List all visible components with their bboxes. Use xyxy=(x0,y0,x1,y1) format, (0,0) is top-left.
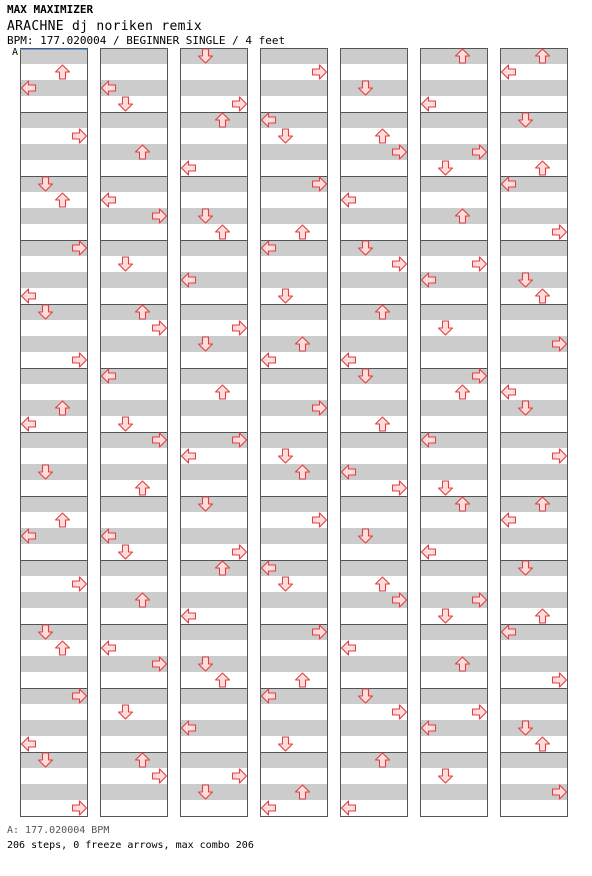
right-arrow-icon xyxy=(73,353,87,367)
beat-stripe xyxy=(20,336,88,352)
beat-stripe xyxy=(20,784,88,800)
right-arrow-icon xyxy=(313,513,327,527)
beat-stripe xyxy=(340,784,408,800)
down-arrow-icon xyxy=(439,481,453,495)
beat-stripe xyxy=(500,272,568,288)
beat-stripe xyxy=(180,304,248,320)
down-arrow-icon xyxy=(439,161,453,175)
beat-stripe xyxy=(340,208,408,224)
beat-stripe xyxy=(260,464,328,480)
beat-stripe xyxy=(420,624,488,640)
beat-stripe xyxy=(340,112,408,128)
beat-stripe xyxy=(100,336,168,352)
beat-stripe xyxy=(420,688,488,704)
beat-stripe xyxy=(180,496,248,512)
right-arrow-icon xyxy=(393,705,407,719)
down-arrow-icon xyxy=(119,545,133,559)
beat-stripe xyxy=(100,688,168,704)
beat-stripe xyxy=(180,400,248,416)
beat-stripe xyxy=(340,336,408,352)
bpm-change-line xyxy=(20,49,87,50)
right-arrow-icon xyxy=(553,225,567,239)
beat-stripe xyxy=(340,400,408,416)
beat-stripe xyxy=(340,560,408,576)
left-arrow-icon xyxy=(342,193,356,207)
beat-stripe xyxy=(500,432,568,448)
up-arrow-icon xyxy=(56,513,70,527)
left-arrow-icon xyxy=(22,289,36,303)
beat-stripe xyxy=(260,336,328,352)
down-arrow-icon xyxy=(119,705,133,719)
beat-stripe xyxy=(420,176,488,192)
beat-stripe xyxy=(500,720,568,736)
song-info: BPM: 177.020004 / BEGINNER SINGLE / 4 feet xyxy=(7,34,286,47)
beat-stripe xyxy=(260,272,328,288)
beat-stripe xyxy=(340,528,408,544)
beat-stripe xyxy=(20,464,88,480)
beat-stripe xyxy=(420,336,488,352)
beat-stripe xyxy=(180,624,248,640)
up-arrow-icon xyxy=(296,225,310,239)
beat-stripe xyxy=(20,496,88,512)
song-title: ARACHNE dj noriken remix xyxy=(7,19,203,34)
left-arrow-icon xyxy=(342,353,356,367)
bpm-marker: A xyxy=(12,47,19,58)
beat-stripe xyxy=(340,432,408,448)
beat-stripe xyxy=(500,592,568,608)
beat-stripe xyxy=(500,752,568,768)
chart-column-6 xyxy=(420,48,488,817)
up-arrow-icon xyxy=(56,193,70,207)
down-arrow-icon xyxy=(279,737,293,751)
beat-stripe xyxy=(20,208,88,224)
chart-column-2 xyxy=(100,48,168,817)
beat-stripe xyxy=(20,48,88,64)
beat-stripe xyxy=(340,176,408,192)
beat-stripe xyxy=(180,48,248,64)
right-arrow-icon xyxy=(313,65,327,79)
beat-stripe xyxy=(500,560,568,576)
right-arrow-icon xyxy=(393,257,407,271)
beat-stripe xyxy=(100,400,168,416)
game-title: MAX MAXIMIZER xyxy=(7,3,94,16)
beat-stripe xyxy=(420,240,488,256)
beat-stripe xyxy=(20,400,88,416)
beat-stripe xyxy=(100,48,168,64)
left-arrow-icon xyxy=(262,801,276,815)
beat-stripe xyxy=(180,144,248,160)
right-arrow-icon xyxy=(553,673,567,687)
up-arrow-icon xyxy=(56,65,70,79)
left-arrow-icon xyxy=(182,449,196,463)
beat-stripe xyxy=(420,112,488,128)
beat-stripe xyxy=(420,528,488,544)
beat-stripe xyxy=(20,624,88,640)
left-arrow-icon xyxy=(102,193,116,207)
beat-stripe xyxy=(260,144,328,160)
beat-stripe xyxy=(500,400,568,416)
left-arrow-icon xyxy=(422,545,436,559)
beat-stripe xyxy=(180,112,248,128)
down-arrow-icon xyxy=(119,257,133,271)
beat-stripe xyxy=(180,752,248,768)
beat-stripe xyxy=(500,688,568,704)
beat-stripe xyxy=(20,656,88,672)
up-arrow-icon xyxy=(536,161,550,175)
down-arrow-icon xyxy=(439,321,453,335)
left-arrow-icon xyxy=(102,641,116,655)
beat-stripe xyxy=(20,432,88,448)
beat-stripe xyxy=(420,208,488,224)
up-arrow-icon xyxy=(536,737,550,751)
beat-stripe xyxy=(20,752,88,768)
chart-column-5 xyxy=(340,48,408,817)
beat-stripe xyxy=(260,656,328,672)
beat-stripe xyxy=(100,592,168,608)
beat-stripe xyxy=(100,144,168,160)
right-arrow-icon xyxy=(233,545,247,559)
up-arrow-icon xyxy=(136,481,150,495)
beat-stripe xyxy=(20,720,88,736)
left-arrow-icon xyxy=(182,161,196,175)
down-arrow-icon xyxy=(279,449,293,463)
right-arrow-icon xyxy=(393,481,407,495)
beat-stripe xyxy=(100,272,168,288)
beat-stripe xyxy=(500,112,568,128)
left-arrow-icon xyxy=(22,737,36,751)
beat-stripe xyxy=(260,368,328,384)
right-arrow-icon xyxy=(473,705,487,719)
up-arrow-icon xyxy=(536,609,550,623)
up-arrow-icon xyxy=(376,129,390,143)
down-arrow-icon xyxy=(439,769,453,783)
beat-stripe xyxy=(340,240,408,256)
beat-stripe xyxy=(260,80,328,96)
left-arrow-icon xyxy=(422,97,436,111)
beat-stripe xyxy=(260,720,328,736)
beat-stripe xyxy=(340,48,408,64)
beat-stripe xyxy=(20,304,88,320)
beat-stripe xyxy=(420,80,488,96)
beat-stripe xyxy=(260,432,328,448)
left-arrow-icon xyxy=(342,641,356,655)
beat-stripe xyxy=(500,208,568,224)
beat-stripe xyxy=(180,176,248,192)
beat-stripe xyxy=(340,304,408,320)
right-arrow-icon xyxy=(233,321,247,335)
beat-stripe xyxy=(20,560,88,576)
beat-stripe xyxy=(340,688,408,704)
left-arrow-icon xyxy=(342,801,356,815)
down-arrow-icon xyxy=(279,129,293,143)
right-arrow-icon xyxy=(153,321,167,335)
beat-stripe xyxy=(100,752,168,768)
beat-stripe xyxy=(180,560,248,576)
left-arrow-icon xyxy=(502,65,516,79)
footer-stats: 206 steps, 0 freeze arrows, max combo 206 xyxy=(7,840,254,851)
left-arrow-icon xyxy=(502,385,516,399)
chart-column-1 xyxy=(20,48,88,817)
beat-stripe xyxy=(100,720,168,736)
down-arrow-icon xyxy=(119,417,133,431)
beat-stripe xyxy=(500,304,568,320)
beat-stripe xyxy=(100,624,168,640)
right-arrow-icon xyxy=(553,449,567,463)
footer-bpm: A: 177.020004 BPM xyxy=(7,825,110,836)
beat-stripe xyxy=(500,528,568,544)
beat-stripe xyxy=(100,560,168,576)
beat-stripe xyxy=(180,464,248,480)
beat-stripe xyxy=(500,496,568,512)
beat-stripe xyxy=(100,304,168,320)
right-arrow-icon xyxy=(73,129,87,143)
beat-stripe xyxy=(420,784,488,800)
down-arrow-icon xyxy=(279,577,293,591)
beat-stripe xyxy=(500,144,568,160)
beat-stripe xyxy=(180,656,248,672)
up-arrow-icon xyxy=(216,385,230,399)
beat-stripe xyxy=(20,272,88,288)
beat-stripe xyxy=(260,752,328,768)
beat-stripe xyxy=(260,304,328,320)
beat-stripe xyxy=(340,656,408,672)
left-arrow-icon xyxy=(502,513,516,527)
left-arrow-icon xyxy=(262,353,276,367)
beat-stripe xyxy=(100,176,168,192)
beat-stripe xyxy=(340,80,408,96)
beat-stripe xyxy=(180,208,248,224)
beat-stripe xyxy=(420,400,488,416)
left-arrow-icon xyxy=(182,609,196,623)
beat-stripe xyxy=(180,336,248,352)
beat-stripe xyxy=(340,624,408,640)
up-arrow-icon xyxy=(216,225,230,239)
right-arrow-icon xyxy=(473,257,487,271)
beat-stripe xyxy=(340,272,408,288)
beat-stripe xyxy=(100,464,168,480)
up-arrow-icon xyxy=(376,577,390,591)
beat-stripe xyxy=(260,592,328,608)
beat-stripe xyxy=(20,176,88,192)
beat-stripe xyxy=(260,208,328,224)
beat-stripe xyxy=(420,304,488,320)
beat-stripe xyxy=(180,80,248,96)
beat-stripe xyxy=(260,528,328,544)
beat-stripe xyxy=(20,144,88,160)
down-arrow-icon xyxy=(279,289,293,303)
beat-stripe xyxy=(340,720,408,736)
beat-stripe xyxy=(500,656,568,672)
beat-stripe xyxy=(420,560,488,576)
beat-stripe xyxy=(420,464,488,480)
beat-stripe xyxy=(180,368,248,384)
beat-stripe xyxy=(340,368,408,384)
beat-stripe xyxy=(500,80,568,96)
beat-stripe xyxy=(100,240,168,256)
beat-stripe xyxy=(260,784,328,800)
beat-stripe xyxy=(180,592,248,608)
up-arrow-icon xyxy=(296,673,310,687)
beat-stripe xyxy=(20,368,88,384)
beat-stripe xyxy=(180,688,248,704)
beat-stripe xyxy=(500,368,568,384)
up-arrow-icon xyxy=(536,289,550,303)
up-arrow-icon xyxy=(456,385,470,399)
beat-stripe xyxy=(100,784,168,800)
beat-stripe xyxy=(100,496,168,512)
down-arrow-icon xyxy=(119,97,133,111)
chart-column-3 xyxy=(180,48,248,817)
beat-stripe xyxy=(180,240,248,256)
beat-stripe xyxy=(500,240,568,256)
beat-stripe xyxy=(340,752,408,768)
chart-column-4 xyxy=(260,48,328,817)
beat-stripe xyxy=(420,48,488,64)
right-arrow-icon xyxy=(73,577,87,591)
beat-stripe xyxy=(180,784,248,800)
beat-stripe xyxy=(500,464,568,480)
up-arrow-icon xyxy=(216,673,230,687)
beat-stripe xyxy=(20,592,88,608)
beat-stripe xyxy=(420,656,488,672)
beat-stripe xyxy=(420,752,488,768)
beat-stripe xyxy=(420,496,488,512)
beat-stripe xyxy=(100,112,168,128)
beat-stripe xyxy=(180,528,248,544)
beat-stripe xyxy=(260,48,328,64)
left-arrow-icon xyxy=(22,417,36,431)
beat-stripe xyxy=(20,112,88,128)
chart-column-7 xyxy=(500,48,568,817)
down-arrow-icon xyxy=(439,609,453,623)
right-arrow-icon xyxy=(73,801,87,815)
right-arrow-icon xyxy=(233,769,247,783)
beat-stripe xyxy=(260,496,328,512)
right-arrow-icon xyxy=(153,769,167,783)
beat-stripe xyxy=(500,48,568,64)
beat-stripe xyxy=(340,496,408,512)
right-arrow-icon xyxy=(233,97,247,111)
up-arrow-icon xyxy=(376,417,390,431)
up-arrow-icon xyxy=(56,641,70,655)
